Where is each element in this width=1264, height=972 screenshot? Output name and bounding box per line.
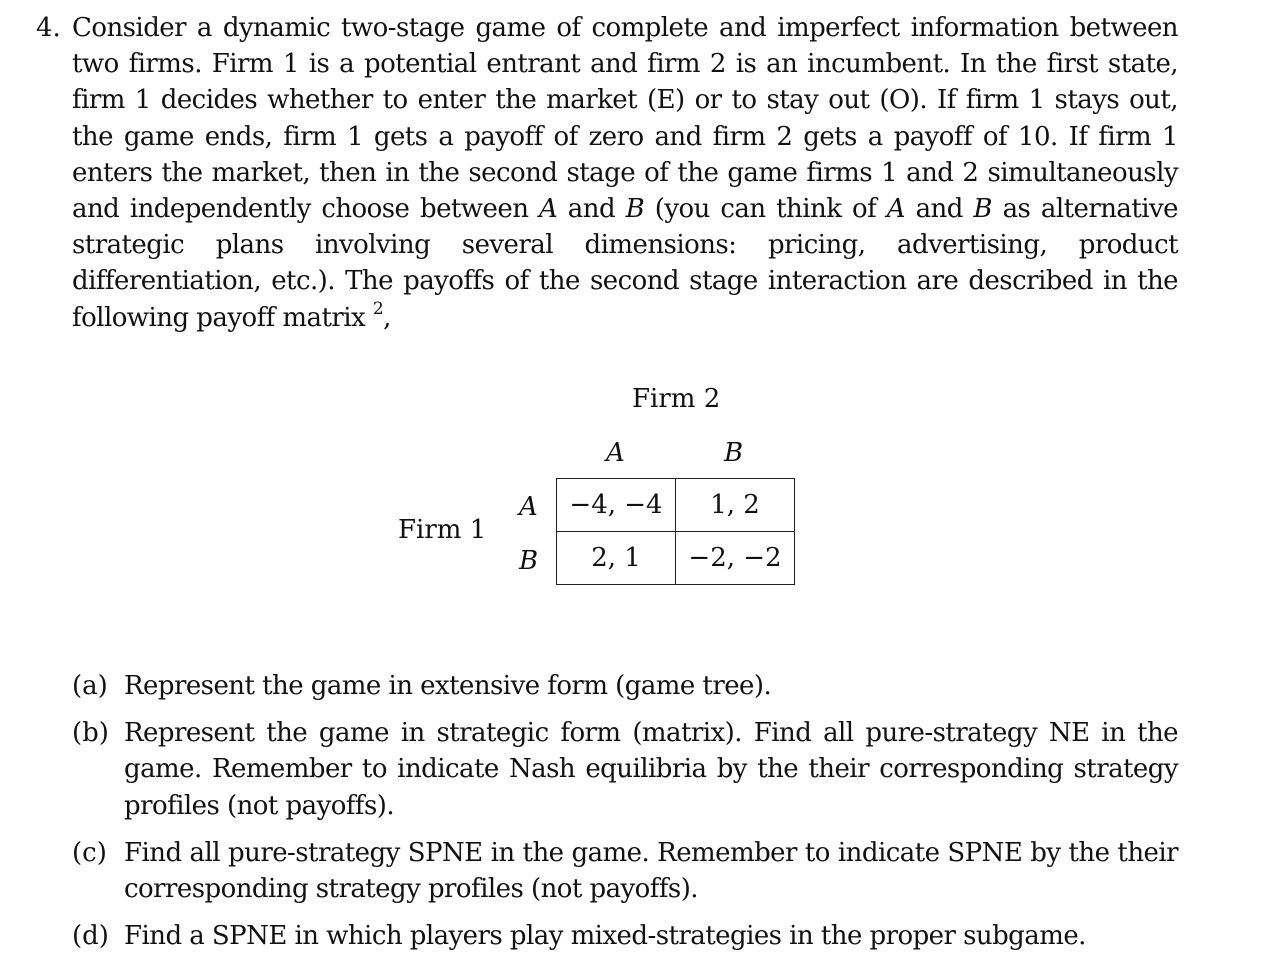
text-segment-italic: A [886, 194, 905, 225]
payoff-table [556, 478, 795, 585]
part-text: Find all pure-strategy SPNE in the game. Remember to indicate SPNE by the their corresponding strategy profiles (not payoffs). [124, 837, 1178, 905]
question-parts [72, 668, 1178, 965]
text-segment-italic: A [538, 194, 558, 225]
part-d [72, 918, 1178, 954]
column-player-label: Firm 2 [632, 384, 721, 414]
payoff-cell-aa: −4, −4 [557, 479, 676, 532]
text-segment: and [557, 194, 626, 225]
row-player-label: Firm 1 [398, 515, 487, 545]
column-strategy-b: B [724, 438, 744, 468]
row-strategy-a: A [519, 492, 538, 522]
part-a [72, 668, 1178, 704]
problem-number: 4. [36, 13, 61, 43]
row-strategy-b: B [519, 546, 539, 576]
part-b [72, 715, 1178, 824]
part-label: (b) [72, 718, 109, 749]
text-segment: (you can think of [644, 194, 887, 225]
payoff-cell-ba: 2, 1 [557, 532, 676, 585]
part-label: (d) [72, 921, 109, 952]
table-row [557, 479, 795, 532]
footnote-mark: 2 [372, 298, 384, 319]
text-segment-italic: B [625, 194, 645, 225]
part-text: Represent the game in extensive form (game tree). [124, 671, 772, 701]
text-segment: Consider a dynamic two-stage game of complete and imperfect information between two firms. Firm 1 is a potential entrant and firm 2 is an incumbent. In the first state, firm 1 decides whether to enter the market (E) or to stay out (O). If firm 1 stays out, the game ends, firm 1 gets a payoff of zero and firm 2 gets a payoff of 10. If firm 1 enters the market, then in the second stage of the game firms 1 and 2 simultaneously and independently choose between [72, 13, 1178, 225]
table-row [557, 532, 795, 585]
payoff-cell-bb: −2, −2 [676, 532, 795, 585]
part-text: Represent the game in strategic form (matrix). Find all pure-strategy NE in the game. Remember to indicate Nash equilibria by the their corresponding strategy profiles (not payoffs). [124, 718, 1178, 821]
part-label: (c) [72, 837, 107, 868]
problem-statement [36, 10, 1178, 336]
trailing-punctuation: , [383, 302, 391, 333]
column-strategy-a: A [606, 438, 625, 468]
problem-text [72, 10, 1178, 336]
part-label: (a) [72, 671, 108, 701]
part-text: Find a SPNE in which players play mixed-strategies in the proper subgame. [124, 921, 1086, 952]
text-segment: and [905, 194, 974, 225]
payoff-cell-ab: 1, 2 [676, 479, 795, 532]
text-segment: as alternative strategic plans involving several dimensions: pricing, advertising, product differentiation, etc.). The payoffs of the second stage interaction are described in the following payoff matrix [72, 194, 1179, 333]
part-c [72, 835, 1178, 907]
text-segment-italic: B [973, 194, 992, 225]
